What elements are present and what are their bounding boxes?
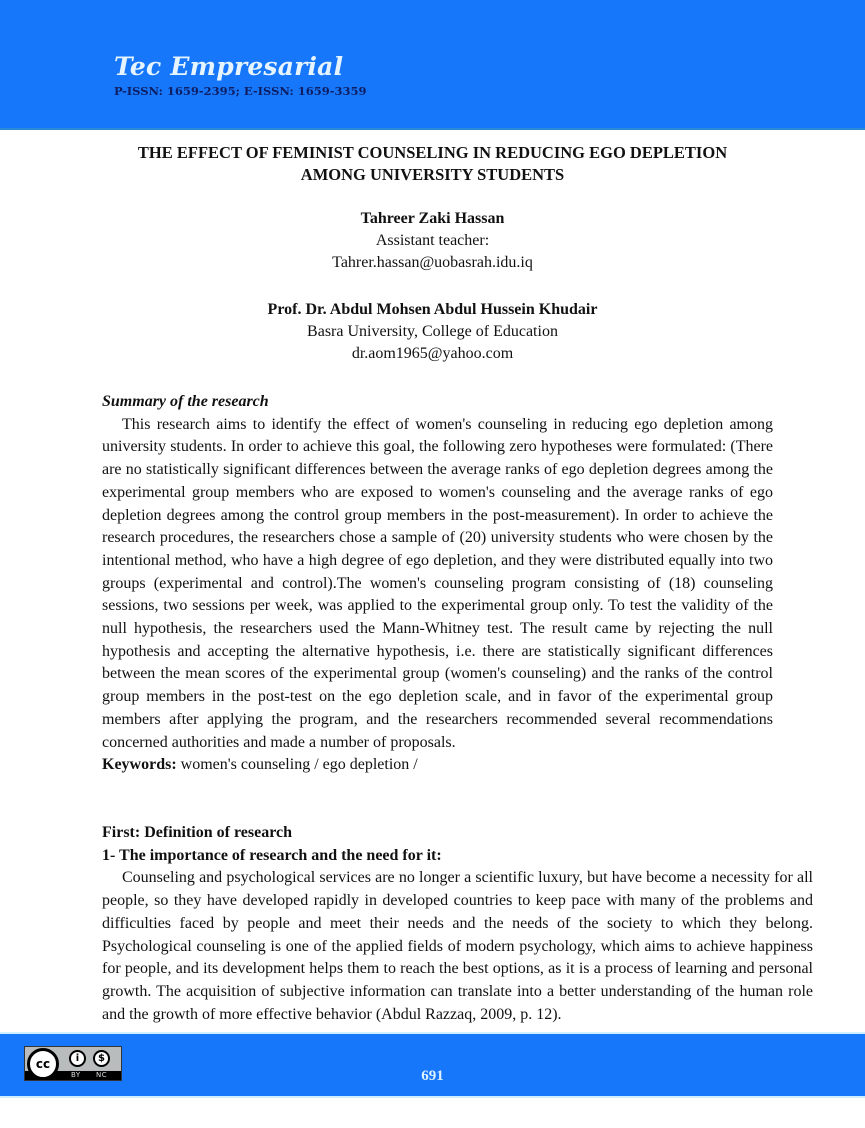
summary-section xyxy=(102,391,773,777)
paper-title-block xyxy=(0,142,865,186)
paper-title-line-2: AMONG UNIVERSITY STUDENTS xyxy=(300,165,565,184)
author-2-name: Prof. Dr. Abdul Mohsen Abdul Hussein Khudair xyxy=(267,301,598,318)
author-2-block xyxy=(0,299,865,365)
author-2-email[interactable]: dr.aom1965@yahoo.com xyxy=(351,345,514,362)
keywords-line xyxy=(102,754,773,777)
journal-header-banner xyxy=(0,0,865,130)
author-1-name: Tahreer Zaki Hassan xyxy=(360,210,505,227)
author-1-role: Assistant teacher: xyxy=(375,232,490,249)
paper-title-line-1: THE EFFECT OF FEMINIST COUNSELING IN REDUCING EGO DEPLETION xyxy=(137,143,728,162)
page-number: 691 xyxy=(421,1068,444,1084)
keywords-label: Keywords: xyxy=(102,756,177,774)
cc-icon: cc xyxy=(27,1048,59,1080)
summary-body: This research aims to identify the effect of women's counseling in reducing ego depletion among university students. In order to achieve this goal, the following zero hypotheses were formulated: (There are no statistically significant differences between the average ranks of ego depletion degrees among the experimental group members who are exposed to women's counseling and the average ranks of ego depletion degrees among the control group members in the post-measurement). In order to achieve the research procedures, the researchers chose a sample of (20) university students who were chosen by the intentional method, who have a high degree of ego depletion, and they were distributed equally into two groups (experimental and control).The women's counseling program consisting of (18) counseling sessions, two sessions per week, was applied to the experimental group only. To test the validity of the null hypothesis, the researchers used the Mann-Whitney test. The result came by rejecting the null hypothesis and accepting the alternative hypothesis, i.e. there are statistically significant differences between the mean scores of the experimental group (women's counseling) and the ranks of the control group members in the post-test on the ego depletion scale, and in favor of the experimental group members after applying the program, and the researchers recommended several recommendations concerned authorities and made a number of proposals. xyxy=(102,415,773,751)
section-heading: First: Definition of research xyxy=(102,824,293,841)
author-1-email[interactable]: Tahrer.hassan@uobasrah.idu.iq xyxy=(332,254,533,271)
nc-label: NC xyxy=(96,1071,108,1079)
section-body: Counseling and psychological services are no longer a scientific luxury, but have become a necessity for all people, so they have developed rapidly in developed countries to keep pace with many of the problems and difficulties faced by people and meet their needs and the needs of the society to which they belong. Psychological counseling is one of the applied fields of modern psychology, which aims to achieve happiness for people, and its development helps them to reach the best options, as it is a process of learning and personal growth. The acquisition of subjective information can translate into a better understanding of the human role and the growth of more effective behavior (Abdul Razzaq, 2009, p. 12). xyxy=(102,869,813,1023)
attribution-icon: i xyxy=(69,1050,86,1067)
section-subheading: 1- The importance of research and the need for it: xyxy=(102,846,442,864)
journal-name: Tec Empresarial xyxy=(114,52,344,81)
keywords-value: women's counseling / ego depletion / xyxy=(176,756,418,774)
summary-heading: Summary of the research xyxy=(102,393,269,410)
page-footer-banner xyxy=(0,1032,865,1098)
author-2-affiliation: Basra University, College of Education xyxy=(307,323,558,340)
author-1-block xyxy=(0,208,865,274)
by-label: BY xyxy=(71,1071,81,1079)
definition-section xyxy=(102,822,813,1026)
journal-issn: P-ISSN: 1659-2395; E-ISSN: 1659-3359 xyxy=(114,84,367,98)
non-commercial-icon: $ xyxy=(93,1050,110,1067)
